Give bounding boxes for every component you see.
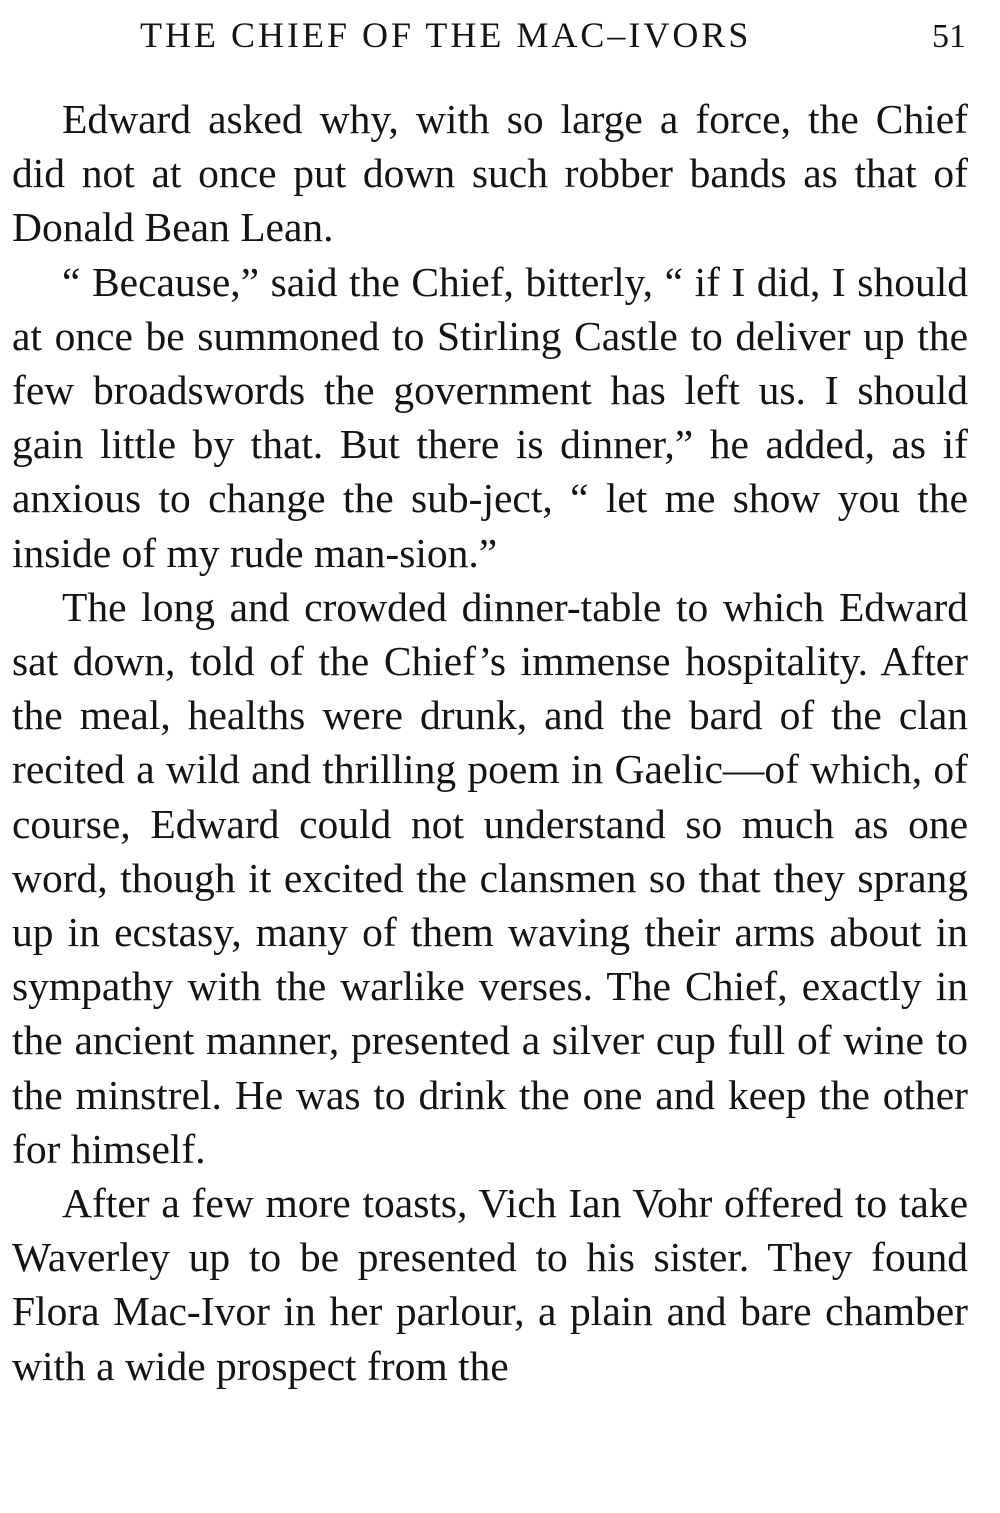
- running-title: THE CHIEF OF THE MAC–IVORS: [140, 15, 752, 55]
- paragraph: After a few more toasts, Vich Ian Vohr offered to take Waverley up to be presented to his sister. They found Flora Mac-Ivor in her parlour, a plain and bare chamber with a wide prospect from the: [12, 1180, 968, 1389]
- paragraph: “ Because,” said the Chief, bitterly, “ if I did, I should at once be summoned to Stirling Castle to deliver up the few broadswords the government has left us. I should gain little by that. But there is dinner,” he added, as if anxious to change the sub-ject, “ let me show you the inside of my rude man-sion.”: [12, 258, 968, 576]
- paragraph: The long and crowded dinner-table to which Edward sat down, told of the Chief’s immense hospitality. After the meal, healths were drunk, and the bard of the clan recited a wild and thrilling poem in Gaelic—of which, of course, Edward could not understand so much as one word, though it excited the clansmen so that they sprang up in ecstasy, many of them waving their arms about in sympathy with the warlike verses. The Chief, exactly in the ancient manner, presented a silver cup full of wine to the minstrel. He was to drink the one and keep the other for himself.: [12, 583, 968, 1172]
- page-header: [0, 14, 1000, 64]
- body-text: [12, 92, 968, 1393]
- page-number: 51: [932, 18, 966, 55]
- paragraph: Edward asked why, with so large a force, the Chief did not at once put down such robber bands as that of Donald Bean Lean.: [12, 96, 968, 251]
